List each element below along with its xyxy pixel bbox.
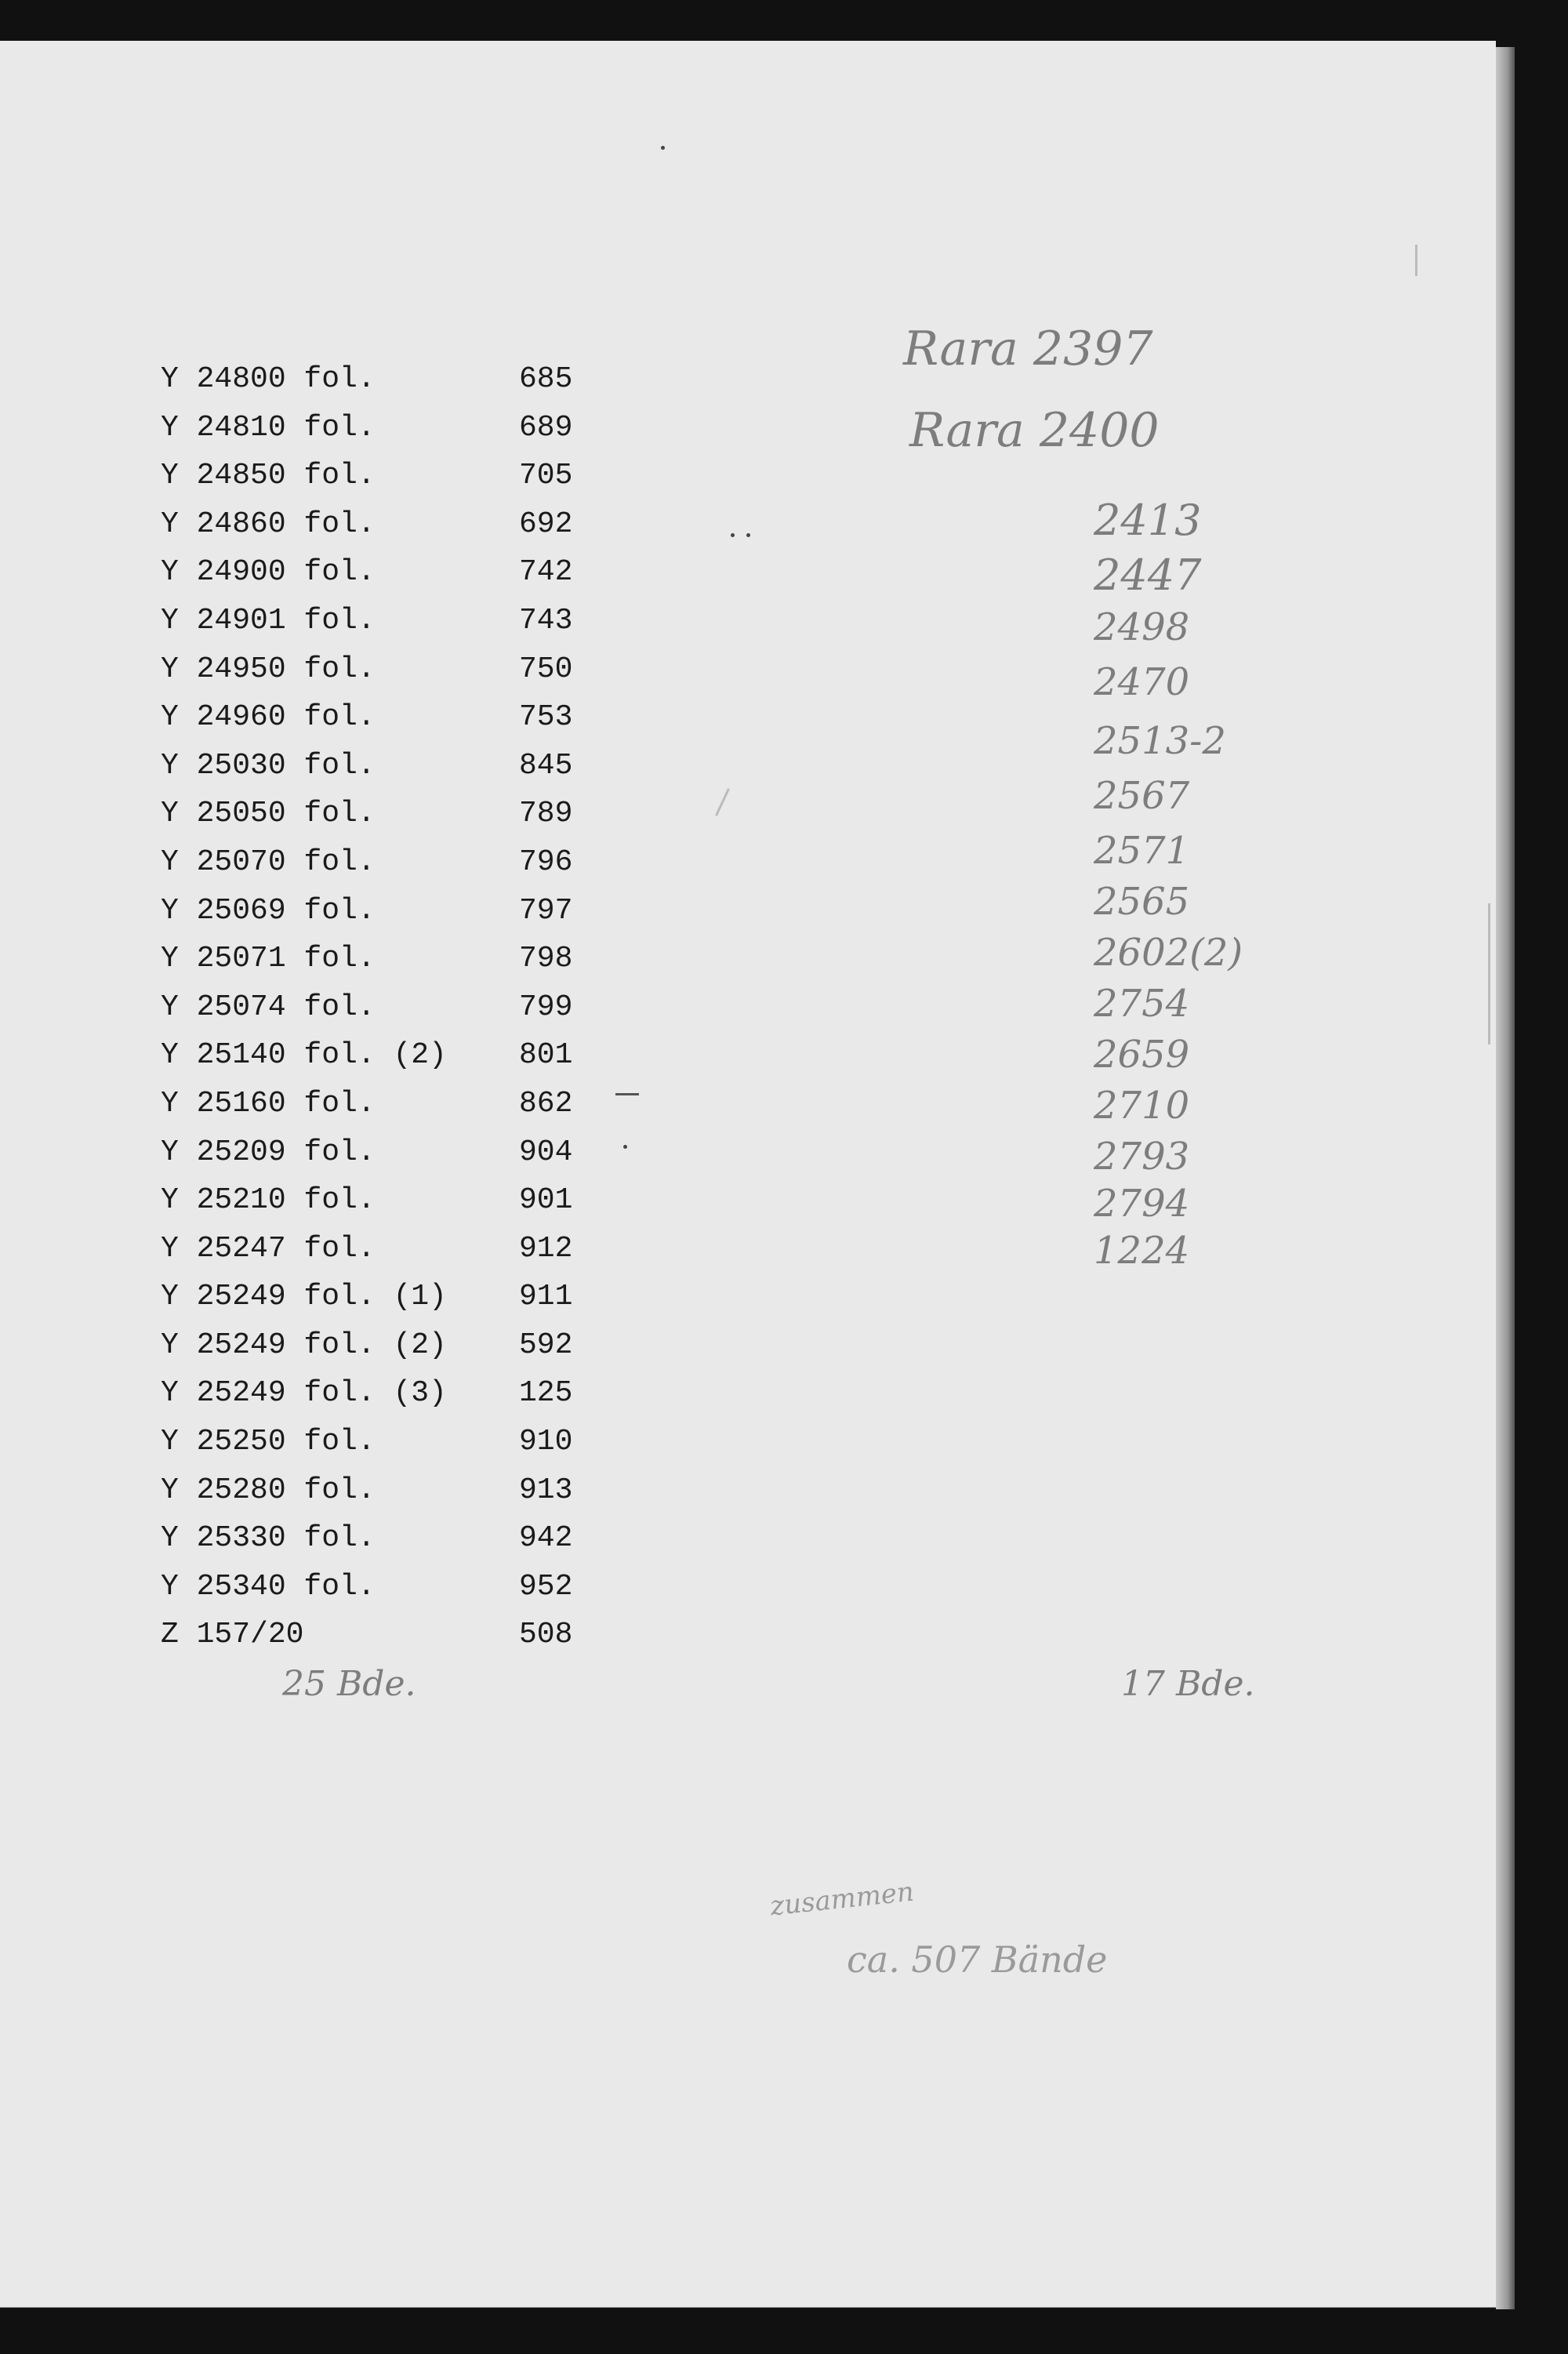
- handwritten-rara-2397: Rara 2397: [903, 321, 1153, 376]
- entry-number: 913: [519, 1473, 573, 1507]
- entry-number: 508: [519, 1618, 573, 1652]
- entry-number: 845: [519, 748, 573, 783]
- handwritten-left-total: 25 Bde.: [282, 1664, 416, 1704]
- list-item: [161, 507, 600, 556]
- list-item: [161, 1280, 600, 1328]
- handwritten-number: 2659: [1094, 1033, 1190, 1077]
- entry-signature: Y 25249 fol. (2): [161, 1328, 447, 1362]
- entry-number: 912: [519, 1231, 573, 1266]
- entry-signature: Y 24901 fol.: [161, 603, 376, 638]
- list-item: [161, 1183, 600, 1232]
- entry-signature: Y 25250 fol.: [161, 1425, 376, 1459]
- list-item: [161, 362, 600, 411]
- entry-signature: Y 25050 fol.: [161, 797, 376, 831]
- entry-number: 862: [519, 1086, 573, 1121]
- list-item: [161, 604, 600, 652]
- faint-stroke: [1488, 903, 1490, 1044]
- entry-signature: Y 25071 fol.: [161, 942, 376, 976]
- entry-number: 592: [519, 1328, 573, 1362]
- entry-signature: Y 25249 fol. (1): [161, 1280, 447, 1314]
- handwritten-number: 2470: [1094, 660, 1190, 704]
- list-item: [161, 700, 600, 749]
- entry-signature: Y 24950 fol.: [161, 652, 376, 686]
- handwritten-rara-2400: Rara 2400: [909, 403, 1160, 458]
- entry-number: 125: [519, 1376, 573, 1411]
- handwritten-number: 2498: [1094, 605, 1190, 649]
- entry-number: 801: [519, 1038, 573, 1073]
- list-item: [161, 845, 600, 894]
- entry-signature: Z 157/20: [161, 1618, 304, 1652]
- list-item: [161, 1570, 600, 1618]
- list-item: [161, 411, 600, 460]
- list-item: [161, 555, 600, 604]
- handwritten-grand-total: ca. 507 Bände: [847, 1938, 1108, 1981]
- entry-number: 750: [519, 652, 573, 686]
- entry-signature: Y 25249 fol. (3): [161, 1376, 447, 1411]
- ink-dot: [623, 1145, 627, 1149]
- ink-dot: [731, 533, 735, 537]
- entry-signature: Y 24900 fol.: [161, 555, 376, 590]
- entry-signature: Y 25209 fol.: [161, 1135, 376, 1169]
- entry-signature: Y 25074 fol.: [161, 990, 376, 1024]
- list-item: [161, 1473, 600, 1522]
- handwritten-number: 1224: [1094, 1229, 1190, 1273]
- signature-list: [161, 362, 600, 1666]
- entry-number: 797: [519, 893, 573, 928]
- list-item: [161, 749, 600, 797]
- list-item: [161, 1425, 600, 1473]
- entry-signature: Y 24850 fol.: [161, 459, 376, 493]
- list-item: [161, 942, 600, 990]
- list-item: [161, 1087, 600, 1135]
- entry-number: 910: [519, 1425, 573, 1459]
- list-item: [161, 459, 600, 507]
- faint-stroke: [1415, 245, 1417, 276]
- entry-signature: Y 25140 fol. (2): [161, 1038, 447, 1073]
- entry-signature: Y 25247 fol.: [161, 1231, 376, 1266]
- entry-number: 689: [519, 410, 573, 445]
- entry-signature: Y 25210 fol.: [161, 1183, 376, 1218]
- ink-dot: [746, 533, 750, 537]
- list-item: [161, 1376, 600, 1425]
- entry-number: 952: [519, 1569, 573, 1604]
- entry-signature: Y 25030 fol.: [161, 748, 376, 783]
- entry-number: 911: [519, 1280, 573, 1314]
- list-item: [161, 1038, 600, 1087]
- faint-stroke: [715, 788, 730, 816]
- handwritten-number: 2567: [1094, 774, 1190, 818]
- list-item: [161, 990, 600, 1039]
- handwritten-number: 2447: [1094, 550, 1202, 600]
- document-page: [0, 41, 1496, 2308]
- handwritten-number: 2413: [1094, 496, 1202, 545]
- entry-signature: Y 24960 fol.: [161, 700, 376, 735]
- entry-signature: Y 25069 fol.: [161, 893, 376, 928]
- entry-signature: Y 24860 fol.: [161, 507, 376, 541]
- entry-number: 685: [519, 362, 573, 396]
- handwritten-number: 2754: [1094, 982, 1190, 1026]
- entry-number: 753: [519, 700, 573, 735]
- entry-signature: Y 25070 fol.: [161, 845, 376, 879]
- entry-number: 742: [519, 555, 573, 590]
- list-item: [161, 1328, 600, 1377]
- list-item: [161, 1232, 600, 1281]
- handwritten-right-total: 17 Bde.: [1121, 1664, 1255, 1704]
- handwritten-number: 2793: [1094, 1135, 1190, 1179]
- list-item: [161, 652, 600, 701]
- ink-dot: [661, 146, 665, 150]
- entry-number: 799: [519, 990, 573, 1024]
- entry-signature: Y 24800 fol.: [161, 362, 376, 396]
- list-item: [161, 894, 600, 943]
- entry-signature: Y 25160 fol.: [161, 1086, 376, 1121]
- handwritten-number: 2565: [1094, 880, 1190, 924]
- entry-number: 901: [519, 1183, 573, 1218]
- list-item: [161, 797, 600, 845]
- handwritten-number: 2571: [1094, 829, 1190, 873]
- handwritten-number: 2794: [1094, 1182, 1190, 1226]
- entry-signature: Y 25330 fol.: [161, 1521, 376, 1556]
- entry-number: 705: [519, 459, 573, 493]
- entry-number: 743: [519, 603, 573, 638]
- entry-number: 942: [519, 1521, 573, 1556]
- list-item: [161, 1135, 600, 1184]
- handwritten-number: 2513-2: [1094, 719, 1226, 763]
- entry-signature: Y 25340 fol.: [161, 1569, 376, 1604]
- page-edge: [1496, 47, 1515, 2309]
- entry-number: 692: [519, 507, 573, 541]
- entry-number: 796: [519, 845, 573, 879]
- list-item: [161, 1521, 600, 1570]
- entry-signature: Y 25280 fol.: [161, 1473, 376, 1507]
- entry-number: 798: [519, 942, 573, 976]
- entry-number: 904: [519, 1135, 573, 1169]
- handwritten-zusammen: zusammen: [768, 1876, 916, 1923]
- entry-number: 789: [519, 797, 573, 831]
- list-item: [161, 1618, 600, 1666]
- entry-signature: Y 24810 fol.: [161, 410, 376, 445]
- ink-stroke: [615, 1093, 639, 1095]
- handwritten-number: 2602(2): [1094, 931, 1243, 975]
- handwritten-number: 2710: [1094, 1084, 1190, 1128]
